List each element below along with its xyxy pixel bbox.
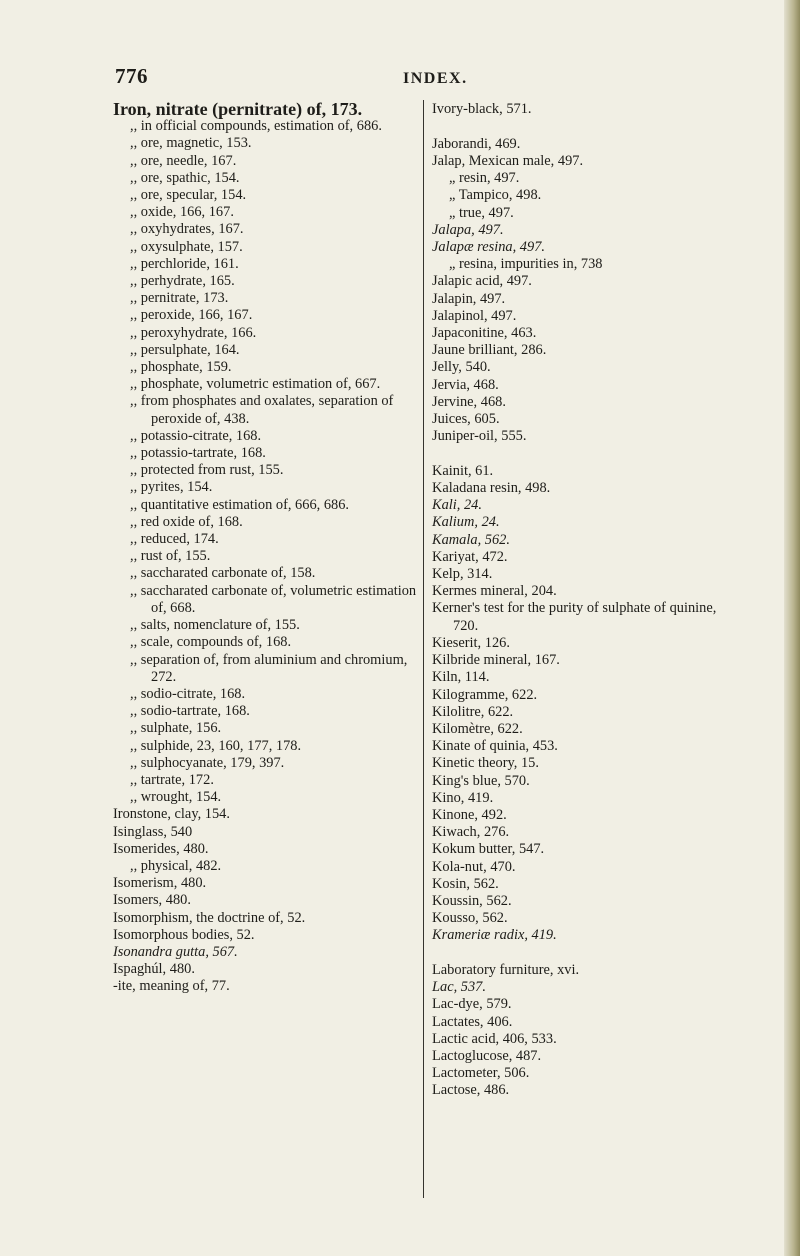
index-entry: ,, tartrate, 172. xyxy=(130,771,214,788)
index-entry: ,, potassio-tartrate, 168. xyxy=(130,445,266,462)
section-gap xyxy=(432,118,732,136)
index-entry: Lac-dye, 579. xyxy=(432,996,512,1013)
index-entry: ,, rust of, 155. xyxy=(130,548,211,565)
index-entry: King's blue, 570. xyxy=(432,772,530,789)
section-gap xyxy=(432,945,732,963)
index-entry: Isomerides, 480. xyxy=(113,840,209,857)
index-entry: Kousso, 562. xyxy=(432,910,508,927)
index-entry: ,, quantitative estimation of, 666, 686. xyxy=(130,496,350,513)
index-entry: ,, sulphocyanate, 179, 397. xyxy=(130,754,285,771)
index-entry: ,, pyrites, 154. xyxy=(130,479,213,496)
index-entry: Jervine, 468. xyxy=(432,393,506,410)
index-entry: Jaune brilliant, 286. xyxy=(432,342,547,359)
index-entry: Isomorphous bodies, 52. xyxy=(113,926,255,943)
index-entry: „ Tampico, 498. xyxy=(449,187,542,204)
index-entry: Lactates, 406. xyxy=(432,1013,513,1030)
index-entry: Jalapinol, 497. xyxy=(432,307,517,324)
index-entry: ,, saccharated carbonate of, 158. xyxy=(130,565,316,582)
index-entry: ,, oxide, 166, 167. xyxy=(130,204,234,221)
index-entry: Kerner's test for the purity of sulphate of quinine, 720. xyxy=(432,600,717,634)
index-entry: Kokum butter, 547. xyxy=(432,841,545,858)
index-entry: ,, phosphate, 159. xyxy=(130,359,232,376)
index-entry: Kiln, 114. xyxy=(432,669,490,686)
page-binding-edge xyxy=(784,0,800,1256)
index-entry: ,, perchloride, 161. xyxy=(130,255,239,272)
index-entry: ,, oxysulphate, 157. xyxy=(130,238,243,255)
index-entry: ,, red oxide of, 168. xyxy=(130,513,243,530)
index-entry: Kali, 24. xyxy=(432,497,482,514)
index-entry: Jalapa, 497. xyxy=(432,221,504,238)
index-entry: Kilomètre, 622. xyxy=(432,720,523,737)
index-entry: Jalap, Mexican male, 497. xyxy=(432,152,584,169)
index-entry: ,, from phosphates and oxalates, separation of peroxide of, 438. xyxy=(130,393,394,427)
index-entry: Kinate of quinia, 453. xyxy=(432,738,558,755)
index-entry: Kinone, 492. xyxy=(432,806,507,823)
index-entry: Kosin, 562. xyxy=(432,875,499,892)
index-entry: ,, wrought, 154. xyxy=(130,789,222,806)
index-entry: ,, oxyhydrates, 167. xyxy=(130,221,244,238)
index-column-left xyxy=(113,101,418,996)
index-entry: ,, sodio-tartrate, 168. xyxy=(130,703,250,720)
index-entry: Kieserit, 126. xyxy=(432,634,510,651)
column-divider xyxy=(423,100,424,1198)
index-entry: Kariyat, 472. xyxy=(432,548,508,565)
running-head: INDEX. xyxy=(403,70,468,87)
index-entry: Isomers, 480. xyxy=(113,892,191,909)
index-entry: Kinetic theory, 15. xyxy=(432,755,539,772)
index-entry: Jalapæ resina, 497. xyxy=(432,238,545,255)
index-entry: Kola-nut, 470. xyxy=(432,858,516,875)
index-entry: ,, potassio-citrate, 168. xyxy=(130,427,262,444)
index-entry: Lactoglucose, 487. xyxy=(432,1048,542,1065)
index-entry: Laboratory furniture, xvi. xyxy=(432,962,580,979)
index-entry: Isinglass, 540 xyxy=(113,823,193,840)
index-entry: Lactometer, 506. xyxy=(432,1065,530,1082)
index-entry: Ironstone, clay, 154. xyxy=(113,806,230,823)
index-entry: Kalium, 24. xyxy=(432,514,500,531)
index-entry: ,, perhydrate, 165. xyxy=(130,273,235,290)
index-entry: ,, peroxide, 166, 167. xyxy=(130,307,253,324)
index-entry: ,, in official compounds, estimation of, 686. xyxy=(130,118,382,135)
index-entry: Juniper-oil, 555. xyxy=(432,428,527,445)
index-entry: Jalapin, 497. xyxy=(432,290,506,307)
index-entry: ,, ore, needle, 167. xyxy=(130,152,237,169)
index-entry: Isonandra gutta, 567. xyxy=(113,943,238,960)
index-entry: Jalapic acid, 497. xyxy=(432,273,532,290)
index-entry: Lac, 537. xyxy=(432,979,486,996)
index-entry: Isomerism, 480. xyxy=(113,875,207,892)
index-entry: Kino, 419. xyxy=(432,789,494,806)
index-entry: Kiwach, 276. xyxy=(432,824,510,841)
index-entry: Japaconitine, 463. xyxy=(432,324,537,341)
index-entry: ,, salts, nomenclature of, 155. xyxy=(130,617,300,634)
section-gap xyxy=(432,445,732,463)
index-entry: Kaladana resin, 498. xyxy=(432,480,551,497)
index-entry: ,, peroxyhydrate, 166. xyxy=(130,324,257,341)
index-entry: Kainit, 61. xyxy=(432,462,494,479)
index-entry: ,, phosphate, volumetric estimation of, 667. xyxy=(130,376,381,393)
page-number: 776 xyxy=(115,64,148,88)
index-entry: Kilolitre, 622. xyxy=(432,703,514,720)
index-entry: ,, persulphate, 164. xyxy=(130,341,240,358)
index-entry: Juices, 605. xyxy=(432,410,500,427)
index-entry: Jervia, 468. xyxy=(432,376,499,393)
index-entry: Kermes mineral, 204. xyxy=(432,583,557,600)
index-entry: Kilogramme, 622. xyxy=(432,686,538,703)
index-entry: Kamala, 562. xyxy=(432,531,510,548)
index-entry: Jelly, 540. xyxy=(432,359,491,376)
index-entry: Ispaghúl, 480. xyxy=(113,961,195,978)
index-column-right xyxy=(432,101,732,1100)
index-entry: ,, saccharated carbonate of, volumetric estimation of, 668. xyxy=(130,582,417,616)
index-entry: Kelp, 314. xyxy=(432,566,493,583)
index-entry: Jaborandi, 469. xyxy=(432,135,521,152)
index-entry: ,, pernitrate, 173. xyxy=(130,290,229,307)
index-entry: ,, separation of, from aluminium and chromium, 272. xyxy=(130,651,408,685)
index-entry: Kilbride mineral, 167. xyxy=(432,652,560,669)
index-entry: ,, sulphate, 156. xyxy=(130,720,222,737)
index-entry: Lactic acid, 406, 533. xyxy=(432,1030,557,1047)
index-entry: -ite, meaning of, 77. xyxy=(113,978,230,995)
index-entry: ,, sulphide, 23, 160, 177, 178. xyxy=(130,737,302,754)
index-entry: ,, protected from rust, 155. xyxy=(130,462,284,479)
index-entry: Iron, nitrate (pernitrate) of, 173. xyxy=(113,99,363,119)
index-entry: „ resina, impurities in, 738 xyxy=(449,256,603,273)
index-entry: ,, reduced, 174. xyxy=(130,531,219,548)
index-entry: Ivory-black, 571. xyxy=(432,101,532,117)
index-entry: Krameriæ radix, 419. xyxy=(432,927,557,944)
index-entry: ,, scale, compounds of, 168. xyxy=(130,634,292,651)
index-entry: ,, ore, specular, 154. xyxy=(130,187,247,204)
index-entry: ,, physical, 482. xyxy=(130,857,222,874)
index-entry: Isomorphism, the doctrine of, 52. xyxy=(113,909,306,926)
index-entry: Koussin, 562. xyxy=(432,892,512,909)
index-entry: „ resin, 497. xyxy=(449,170,520,187)
index-entry: ,, ore, magnetic, 153. xyxy=(130,135,252,152)
index-entry: ,, ore, spathic, 154. xyxy=(130,169,240,186)
index-entry: ,, sodio-citrate, 168. xyxy=(130,685,246,702)
index-entry: Lactose, 486. xyxy=(432,1082,510,1099)
index-entry: „ true, 497. xyxy=(449,204,514,221)
